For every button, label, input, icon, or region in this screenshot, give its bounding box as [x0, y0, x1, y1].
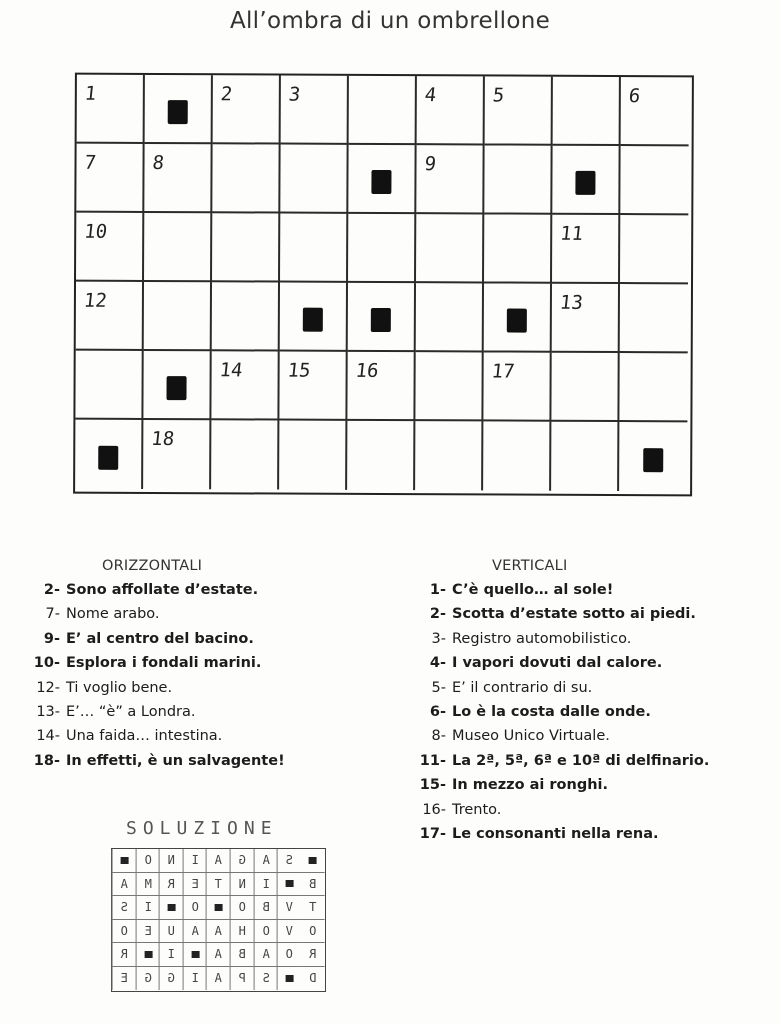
clue-number: 6: [627, 85, 642, 108]
clue-text: E’… “è” a Londra.: [66, 704, 196, 721]
clue-item: [414, 602, 709, 626]
black-cell: [75, 420, 143, 489]
black-square: [98, 445, 118, 469]
grid-cell[interactable]: [143, 420, 211, 489]
clue-text: E’ al centro del bacino.: [66, 630, 254, 647]
clue-number: 5: [491, 84, 506, 107]
clue-number: 3-: [431, 630, 446, 647]
clue-number: 8: [151, 151, 166, 175]
grid-cell[interactable]: [416, 283, 484, 352]
solution-cell: I: [183, 967, 207, 991]
clue-number: 2-: [429, 606, 446, 623]
clue-text: Registro automobilistico.: [452, 630, 632, 647]
solution-cell: V: [277, 920, 301, 944]
clue-text: Scotta d’estate sotto ai piedi.: [452, 606, 696, 623]
solution-cell: U: [159, 920, 183, 944]
solution-cell: [301, 849, 325, 873]
solution-cell: S: [112, 896, 136, 920]
solution-cell: [136, 943, 160, 967]
solution-cell: O: [112, 920, 136, 944]
clue-number: 15-: [419, 777, 446, 794]
clue-item: [414, 651, 709, 675]
solution-black-square: [144, 951, 152, 958]
clue-number: 11: [559, 222, 585, 245]
solution-cell: G: [159, 967, 183, 991]
solution-cell: O: [183, 896, 207, 920]
solution-cell: S: [254, 967, 278, 991]
clue-number: 4: [423, 84, 438, 107]
solution-cell: E: [136, 920, 160, 944]
clue-number: 14: [218, 359, 244, 382]
clue-text: Trento.: [452, 801, 502, 818]
clue-item: [28, 651, 285, 675]
clue-text: E’ il contrario di su.: [452, 679, 593, 696]
solution-cell: O: [277, 943, 301, 967]
clue-number: 14-: [36, 728, 60, 745]
solution-cell: A: [254, 849, 278, 873]
solution-cell: T: [301, 896, 325, 920]
solution-cell: V: [277, 896, 301, 920]
solution-cell: R: [159, 873, 183, 897]
solution-cell: R: [112, 943, 136, 967]
solution-cell: N: [159, 849, 183, 873]
grid-cell[interactable]: [483, 352, 551, 421]
clue-number: 17: [490, 360, 516, 383]
clue-item: [414, 773, 709, 797]
solution-cell: I: [136, 896, 160, 920]
clue-item: [414, 676, 709, 700]
solution-cell: G: [230, 849, 254, 873]
clue-text: Lo è la costa dalle onde.: [452, 704, 651, 721]
solution-black-square: [191, 951, 199, 958]
solution-cell: [183, 943, 207, 967]
grid-cell[interactable]: [144, 213, 212, 282]
black-cell: [484, 283, 552, 352]
clue-number: 5-: [431, 679, 446, 696]
grid-cell[interactable]: [485, 76, 553, 145]
grid-cell[interactable]: [279, 421, 347, 490]
solution-cell: E: [183, 873, 207, 897]
grid-cell[interactable]: [552, 215, 620, 284]
clue-number: 15: [286, 359, 312, 382]
clue-text: In mezzo ai ronghi.: [452, 777, 609, 794]
solution-black-square: [120, 857, 128, 864]
clue-text: C’è quello… al sole!: [452, 582, 614, 598]
clue-text: Le consonanti nella rena.: [452, 826, 659, 843]
clue-item: [414, 798, 709, 822]
grid-cell[interactable]: [77, 75, 145, 144]
clue-text: Nome arabo.: [66, 606, 160, 623]
solution-black-square: [285, 880, 293, 887]
solution-black-square: [167, 904, 175, 911]
grid-cell[interactable]: [620, 284, 688, 353]
solution-grid: [111, 848, 326, 992]
solution-black-square: [309, 857, 317, 864]
clue-item: [28, 676, 285, 700]
solution-cell: I: [159, 943, 183, 967]
solution-cell: I: [183, 849, 207, 873]
clue-number: 13: [558, 291, 585, 314]
clue-item: [28, 578, 285, 602]
solution-cell: R: [301, 943, 325, 967]
solution-cell: O: [230, 896, 254, 920]
solution-cell: T: [206, 873, 230, 897]
black-cell: [552, 146, 620, 215]
grid-cell[interactable]: [620, 215, 688, 284]
clue-number: 16: [354, 359, 380, 382]
solution-cell: O: [136, 849, 160, 873]
black-square: [575, 170, 595, 194]
grid-cell[interactable]: [416, 214, 484, 283]
black-square: [371, 169, 391, 193]
clue-number: 10: [83, 220, 109, 243]
grid-cell[interactable]: [621, 77, 689, 146]
clue-text: Museo Unico Virtuale.: [452, 728, 610, 745]
clue-number: 18-: [33, 752, 60, 769]
clue-number: 1-: [429, 582, 446, 598]
solution-cell: P: [230, 967, 254, 991]
black-square: [166, 376, 186, 400]
solution-cell: [159, 896, 183, 920]
solution-cell: A: [183, 920, 207, 944]
down-clues: [414, 578, 709, 846]
clue-number: 4-: [429, 655, 446, 672]
grid-cell[interactable]: [347, 421, 415, 490]
black-cell: [348, 145, 416, 214]
black-cell: [348, 283, 416, 352]
grid-cell[interactable]: [416, 145, 484, 214]
grid-cell[interactable]: [552, 284, 620, 353]
solution-cell: A: [206, 967, 230, 991]
grid-cell[interactable]: [619, 353, 687, 422]
grid-cell[interactable]: [76, 213, 144, 282]
clue-number: 17-: [419, 826, 446, 843]
solution-cell: A: [206, 920, 230, 944]
clue-number: 11-: [419, 752, 446, 769]
black-cell: [145, 75, 213, 144]
black-square: [371, 307, 391, 331]
grid-cell[interactable]: [415, 352, 483, 421]
grid-cell[interactable]: [348, 214, 416, 283]
black-square: [507, 308, 527, 332]
clue-text: Una faida… intestina.: [66, 728, 223, 745]
down-heading: VERTICALI: [492, 558, 568, 574]
clue-item: [414, 578, 709, 602]
solution-cell: B: [230, 943, 254, 967]
solution-cell: G: [136, 967, 160, 991]
solution-cell: S: [277, 849, 301, 873]
clue-item: [28, 627, 285, 651]
across-heading: ORIZZONTALI: [102, 558, 203, 574]
clue-text: In effetti, è un salvagente!: [66, 752, 285, 769]
grid-cell[interactable]: [76, 282, 144, 351]
grid-cell[interactable]: [483, 421, 551, 490]
clue-text: Ti voglio bene.: [66, 679, 173, 696]
solution-cell: E: [112, 967, 136, 991]
grid-cell[interactable]: [347, 352, 415, 421]
solution-cell: A: [206, 849, 230, 873]
black-cell: [280, 283, 348, 352]
clue-number: 1: [83, 82, 98, 105]
clue-item: [414, 749, 709, 773]
grid-cell[interactable]: [212, 213, 280, 282]
clue-number: 16-: [422, 801, 446, 818]
clue-text: Esplora i fondali marini.: [66, 655, 262, 672]
solution-cell: D: [308, 971, 317, 986]
puzzle-title: All’ombra di un ombrellone: [229, 8, 551, 34]
clue-number: 2: [219, 83, 234, 106]
grid-cell[interactable]: [213, 75, 281, 144]
grid-cell[interactable]: [211, 420, 279, 489]
grid-cell[interactable]: [484, 145, 552, 214]
grid-cell[interactable]: [553, 77, 621, 146]
grid-cell[interactable]: [211, 351, 279, 420]
crossword-grid: [73, 73, 694, 497]
solution-black-square: [285, 975, 293, 982]
solution-cell: N: [230, 873, 254, 897]
clue-number: 9: [423, 153, 438, 176]
clue-item: [28, 700, 285, 724]
grid-cell[interactable]: [76, 144, 144, 213]
clue-item: [28, 724, 285, 748]
solution-cell: H: [230, 920, 254, 944]
solution-cell: B: [301, 873, 325, 897]
grid-cell[interactable]: [484, 214, 552, 283]
grid-cell[interactable]: [551, 353, 619, 422]
solution-cell: M: [136, 873, 160, 897]
clue-number: 13-: [36, 704, 60, 721]
clue-item: [28, 749, 285, 773]
solution-cell: A: [206, 943, 230, 967]
solution-cell: B: [254, 896, 278, 920]
grid-cell[interactable]: [280, 214, 348, 283]
clue-text: I vapori dovuti dal calore.: [452, 655, 663, 672]
clue-text: Sono affollate d’estate.: [66, 582, 259, 598]
solution-black-square: [215, 904, 223, 911]
clue-number: 8-: [431, 728, 446, 745]
across-clues: [28, 578, 285, 773]
clue-number: 2-: [43, 582, 60, 598]
grid-cell[interactable]: [212, 144, 280, 213]
solution-cell: A: [112, 873, 136, 897]
grid-cell[interactable]: [551, 422, 619, 491]
black-square: [168, 100, 188, 124]
solution-cell: [112, 849, 136, 873]
clue-number: 12: [82, 289, 109, 312]
black-cell: [619, 422, 687, 491]
solution-cell: A: [254, 943, 278, 967]
grid-cell[interactable]: [620, 146, 688, 215]
solution-cell: [206, 896, 230, 920]
clue-number: 7-: [45, 606, 60, 623]
solution-cell: [277, 967, 301, 991]
clue-number: 18: [150, 427, 176, 451]
black-square: [303, 307, 323, 331]
grid-cell[interactable]: [417, 76, 485, 145]
clue-number: 9-: [43, 630, 60, 647]
solution-cell: O: [254, 920, 278, 944]
grid-cell[interactable]: [349, 76, 417, 145]
black-cell: [143, 351, 211, 420]
clue-number: 3: [287, 83, 302, 106]
grid-cell[interactable]: [75, 351, 143, 420]
grid-cell[interactable]: [144, 282, 212, 351]
grid-cell[interactable]: [144, 144, 212, 213]
clue-item: [28, 602, 285, 626]
clue-item: [414, 627, 709, 651]
grid-cell[interactable]: [415, 421, 483, 490]
clue-text: La 2ª, 5ª, 6ª e 10ª di delfinario.: [452, 752, 710, 769]
clue-item: [414, 822, 709, 846]
clue-number: 6-: [429, 704, 446, 721]
solution-cell: O: [301, 920, 325, 944]
grid-cell[interactable]: [279, 352, 347, 421]
solution-title: SOLUZIONE: [126, 818, 278, 839]
clue-number: 7: [83, 151, 98, 174]
clue-item: [414, 724, 709, 748]
grid-cell[interactable]: [212, 282, 280, 351]
solution-cell: [277, 873, 301, 897]
clue-item: [414, 700, 709, 724]
clue-number: 12-: [36, 679, 60, 696]
grid-cell[interactable]: [280, 145, 348, 214]
clue-number: 10-: [33, 655, 60, 672]
black-square: [643, 448, 663, 472]
grid-cell[interactable]: [281, 76, 349, 145]
solution-cell: I: [254, 873, 278, 897]
